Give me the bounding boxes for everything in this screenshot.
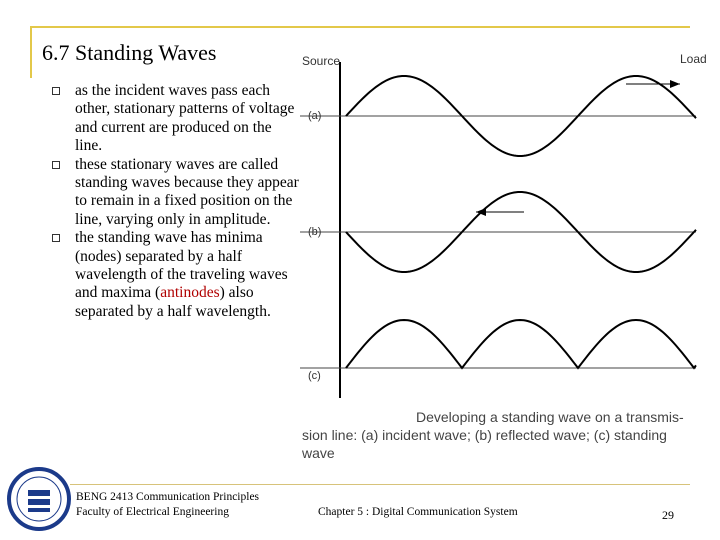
bullet-item bbox=[52, 229, 300, 321]
page-number: 29 bbox=[662, 508, 674, 522]
caption-line: wave bbox=[302, 445, 335, 461]
footer-divider bbox=[70, 484, 690, 485]
slide-title: 6.7 Standing Waves bbox=[42, 40, 217, 65]
bullet-item bbox=[52, 156, 300, 230]
bullet-item bbox=[52, 82, 300, 156]
title-frame-top bbox=[30, 26, 690, 28]
bullet-text: these stationary waves are called standing waves because they appear to remain in a fixed position on the line, varying only in amplitude. bbox=[75, 155, 299, 228]
footer-chapter: Chapter 5 : Digital Communication System bbox=[318, 506, 518, 518]
bullet-text: the standing wave has minima (nodes) separated by a half wavelength of the traveling waves and maxima ( bbox=[75, 229, 288, 302]
standing-wave-figure bbox=[296, 48, 720, 468]
caption-line: Developing a standing wave on a transmis- bbox=[416, 409, 684, 425]
footer-faculty: Faculty of Electrical Engineering bbox=[76, 506, 229, 518]
arrowhead-right-icon bbox=[670, 80, 680, 88]
university-logo bbox=[6, 466, 72, 532]
wave-diagrams bbox=[296, 48, 720, 468]
square-bullet-icon bbox=[52, 87, 60, 95]
bullet-text: ) also separated by a half wavelength. bbox=[75, 284, 271, 320]
square-bullet-icon bbox=[52, 234, 60, 242]
figure-caption bbox=[302, 408, 698, 462]
footer-course: BENG 2413 Communication Principles bbox=[76, 491, 260, 503]
load-label: Load bbox=[680, 52, 707, 66]
antinodes-highlight: antinodes bbox=[160, 284, 220, 302]
label-a: (a) bbox=[308, 110, 322, 122]
bullet-text: as the incident waves pass each other, stationary patterns of voltage and current are produced on the line. bbox=[75, 82, 295, 155]
bullet-list bbox=[52, 82, 300, 321]
title-frame-left bbox=[30, 26, 32, 78]
label-c: (c) bbox=[308, 370, 321, 382]
label-b: (b) bbox=[308, 226, 322, 238]
caption-line: sion line: (a) incident wave; (b) reflected wave; (c) standing bbox=[302, 427, 667, 443]
standing-wave bbox=[346, 320, 696, 368]
square-bullet-icon bbox=[52, 161, 60, 169]
source-label: Source bbox=[302, 54, 341, 68]
footer-course-info bbox=[76, 490, 259, 520]
